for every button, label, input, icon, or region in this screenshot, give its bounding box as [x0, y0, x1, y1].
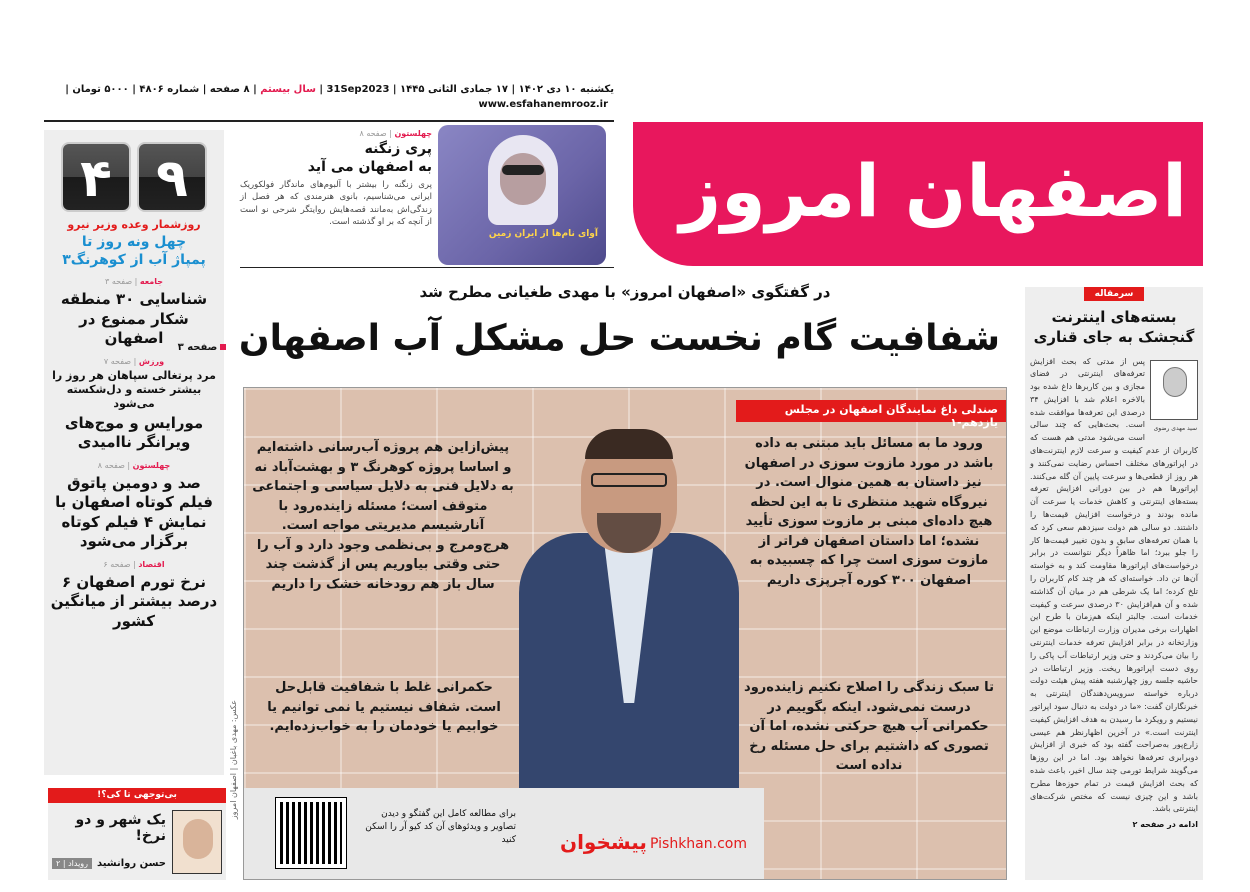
editorial-column: [1025, 287, 1203, 880]
pull-quote: تا سبک زندگی را اصلاح نکنیم زاینده‌رود درست نمی‌شود. اینکه بگوییم در حکمرانی آب هیچ حرکتی نشده، اما آن تصوری که داشتیم برای حل مسئله رخ نداده است: [744, 680, 994, 773]
story-item[interactable]: چهلستون | صفحه ۸ صد و دومین پاتوق فیلم کوتاه اصفهان با نمایش ۴ فیلم کوتاه برگزار می‌شود: [55, 460, 213, 551]
teaser-body: پری زنگنه را بیشتر با آلبوم‌های ماندگار فولکوریک ایرانی می‌شناسیم، بانوی هنرمندی که هر فصل از زندگی‌اش به‌مانند قصه‌هایش روایتگر شرحی نو است از آنچه که بر او گذشته است.: [240, 180, 432, 227]
photo-credit: عکس: مهدی باغبان | اصفهان امروز: [229, 700, 238, 820]
countdown: ۹ ۴: [44, 142, 224, 212]
issue-date: یکشنبه ۱۰ دی ۱۴۰۲ | ۱۷ جمادی الثانی ۱۴۴۵ | 31Sep2023 | سال بیستم | ۸ صفحه | شماره ۴۸۰۶ | ۵۰۰۰ تومان |: [65, 84, 614, 95]
story-item[interactable]: جامعه | صفحه ۳ شناسایی ۳۰ منطقه شکار ممنوع در اصفهان: [60, 277, 208, 348]
qr-code[interactable]: [276, 798, 346, 868]
divider: [44, 120, 614, 122]
pull-quote: حکمرانی غلط با شفافیت قابل‌حل است. شفاف نیستیم یا نمی توانیم یا خوابیم یا خودمان را به خواب‌زده‌ایم.: [267, 680, 501, 734]
teaser-photo: آوای نام‌ها از ایران زمین: [438, 125, 606, 265]
qr-section: برای مطالعه کامل این گفتگو و دیدن تصاویر و ویدئوهای آن کد کیو آر را اسکن کنید: [244, 788, 764, 879]
opinion-box[interactable]: بی‌توجهی تا کی؟! یک شهر و دو نرخ! حسن روانشید رویداد | ۲: [48, 788, 226, 880]
story-item[interactable]: اقتصاد | صفحه ۶ نرخ تورم اصفهان ۶ درصد بیشتر از میانگین کشور: [50, 559, 218, 630]
watermark-url: Pishkhan.com: [650, 836, 747, 852]
left-column: ۹ ۴ روزشمار وعده وزیر نیرو چهل ونه روز تا پمپاژ آب از کوهرنگ۳ جامعه | صفحه ۳ شناسایی ۳۰ منطقه شکار ممنوع در اصفهان ورزش | صفحه ۷ مرد پرتغالی سپاهان هر روز را بیشتر خسته و دل‌شکسته می‌شود مورایس و موج‌های ویرانگر ناامیدی چهلستون | صفحه ۸ صد و دومین پاتوق فیلم کوتاه اصفهان با نمایش ۴ فیلم کوتاه برگزار می‌شود اقتصاد | صفحه ۶ نرخ تورم اصفهان ۶ درصد بیشتر از میانگین کشور: [44, 130, 224, 775]
pull-quote: پیش‌ازاین هم پروژه آب‌رسانی داشته‌ایم و اساسا پروژه کوهرنگ ۳ و بهشت‌آباد نه به دلایل فنی به دلایل سیاسی و اجتماعی متوقف است؛ مسئله زاینده‌رود با آنارشیسم مدیریتی مواجه است. هرج‌ومرج و بی‌نظمی وجود دارد و آب را حتی وقتی بیاوریم پس از گذشت چند سال باز هم رودخانه خشک را داریم: [252, 440, 514, 592]
editorial-tag: سرمقاله: [1084, 287, 1144, 301]
masthead-logo: اصفهان امروز: [633, 122, 1203, 266]
author-photo: [172, 810, 222, 874]
main-headline[interactable]: شفافیت گام نخست حل مشکل آب اصفهان صفحه ۳: [177, 318, 1000, 359]
main-photo-panel: [243, 387, 1007, 880]
teaser-story[interactable]: چهلستون | صفحه ۸ پری زنگنه به اصفهان می آید پری زنگنه را بیشتر با آلبوم‌های ماندگار فولکوریک ایرانی می‌شناسیم، بانوی هنرمندی که هر فصل از زندگی‌اش به‌مانند قصه‌هایش روایتگر شرحی نو است از آنچه که بر او گذشته است. آوای نام‌ها از ایران زمین: [240, 125, 614, 268]
editorial-body: سید مهدی رضوی پس از مدتی که بحث افزایش تعرفه‌های اینترنتی در فضای مجازی و بین کاربرها داغ شده بود بالاخره اعلام شد با افزایش ۳۴ درصدی این تعرفه‌ها موافقت شده است. بحث‌هایی که چند سالی است می‌شود مدتی هم هست که کاربران از عدم کیفیت و سرعت لازم اینترنت‌های در اپراتورهای مختلف احساس رضایت نمی‌کنند و هر روز از قطعی‌ها و سرعت پایین آن گله می‌کنند. اپراتورها هم در بین دورانی افزایش تعرفه بسته‌های اینترنتی و کاهش خدمات یا سرعت آن مانده بودند و درخواست افزایش قیمت‌ها را داشتند. دو سالی هم دولت سیزدهم سعی کرد که با همان تعرفه‌های سابق و بدون تغییر قیمت‌ها کار را جلو ببرد؛ اما ظاهراً دیگر نتوانست در برابر درخواست‌های اپراتورها مقاومت کند و به خواسته آن‌ها تن داد. خواسته‌ای که هر چند کام کاربران را تلخ کرده؛ اما یک شرطی هم در میان آن گذاشته شده و آن هم‌افزایش ۳۰ درصدی سرعت و کیفیت خدمات است. جالبتر اینکه هم‌زمان با طرح این اظهارات برخی مدیران وزارت ارتباطات موضع این وزارتخانه در برابر افزایش تعرفه خدمات اینترنتی را بیان می‌کردند و حتی وزیر ارتباطات آب پاکی را روی دست اپراتورها ریخت. وزیر ارتباطات در حاشیه جلسه روز چهارشنبه هفته پیش هیئت دولت درباره خواسته سرویس‌دهندگان اینترنتی به خبرنگاران گفت: «ما در دولت به دنبال سود اپراتور نیستیم و رویکرد ما رسیدن به هدف افزایش کیفیت اینترنت است.» در آخرین اظهارنظر هم عیسی زارع‌پور به‌صراحت گفته بود که خبری از افزایش دوبرابری تعرفه‌ها نخواهد بود. اما در این روزها می‌گویند شرایط تورمی چند سال اخیر، باعث شده که بحث افزایش قیمت در تمام حوزه‌ها مطرح باشد و این چیزی نیست که مختص شرکت‌های اینترنتی باشد.: [1030, 356, 1198, 814]
continued-link[interactable]: ادامه در صفحه ۲: [1132, 820, 1198, 830]
story-item[interactable]: ورزش | صفحه ۷ مرد پرتغالی سپاهان هر روز را بیشتر خسته و دل‌شکسته می‌شود مورایس و موج‌های ویرانگر ناامیدی: [52, 356, 216, 452]
watermark: پیشخوان: [560, 830, 647, 854]
headline-kicker: در گفتگوی «اصفهان امروز» با مهدی طغیانی مطرح شد: [419, 283, 831, 301]
author-photo: سید مهدی رضوی: [1150, 360, 1198, 420]
teaser-title: پری زنگنه به اصفهان می آید: [307, 141, 432, 176]
series-label: صندلی داغ نمایندگان اصفهان در مجلس یازدهم-۱: [736, 400, 1006, 422]
pull-quote: ورود ما به مسائل باید مبتنی به داده باشد در مورد مازوت سوزی در اصفهان نیز داستان به همین منوال است. در نیروگاه شهید منتظری تا به این لحظه هیچ داده‌ای مبنی بر مازوت سوزی تأیید نشده؛ اما داستان اصفهان فراتر از مازوت سوزی است چرا که چسبیده به اصفهان ۳۰۰ کوره آجرپزی داریم: [744, 436, 994, 588]
date-bar: [44, 82, 614, 112]
editorial-title[interactable]: بسته‌های اینترنت گنجشک به جای قناری: [1033, 308, 1195, 347]
website-link[interactable]: www.esfahanemrooz.ir: [478, 99, 608, 110]
